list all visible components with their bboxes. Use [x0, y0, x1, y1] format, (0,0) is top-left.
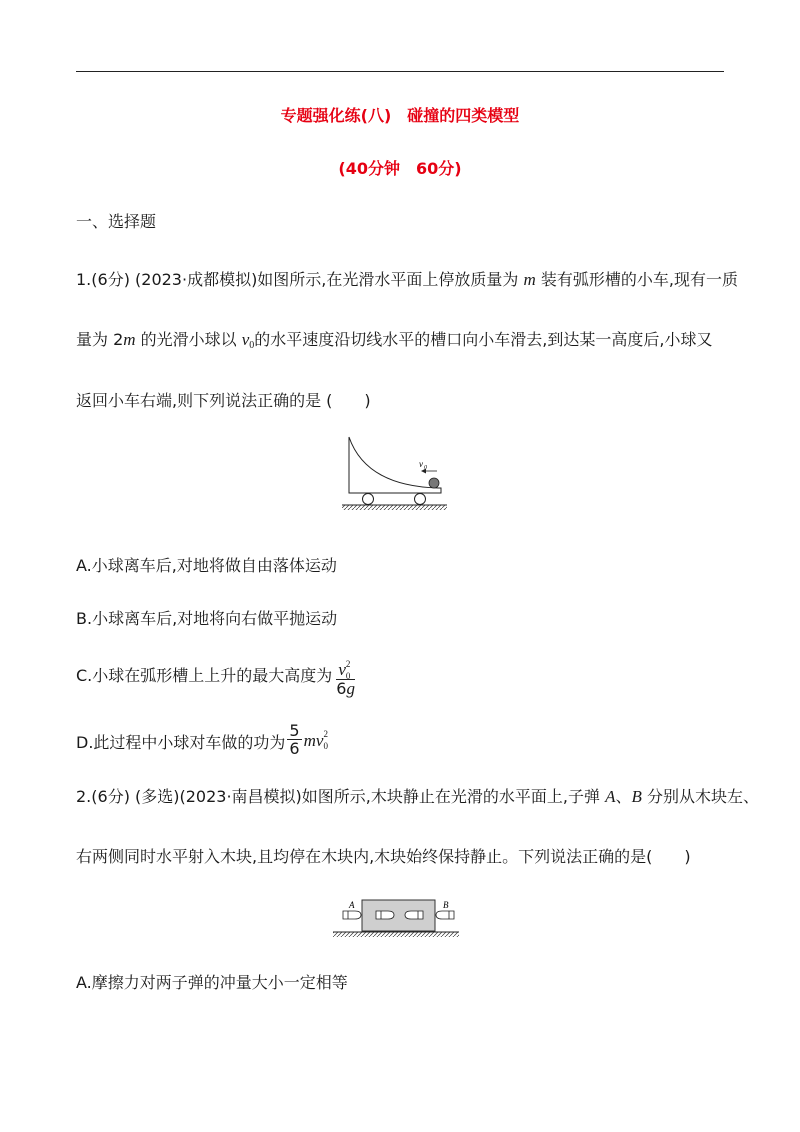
subscript: 0 [323, 741, 328, 751]
var-v: v [338, 660, 346, 680]
label-a: A [349, 900, 355, 910]
q2-option-a[interactable]: A.摩擦力对两子弹的冲量大小一定相等 [76, 973, 348, 992]
superscript: 2 [323, 729, 328, 739]
q2-text: 2.(6分) (多选)(2023·南昌模拟)如图所示,木块静止在光滑的水平面上,子弹 [76, 787, 606, 806]
var-g: g [346, 678, 355, 698]
ball [429, 478, 439, 488]
cart-body [349, 437, 441, 493]
q1-option-c[interactable] [76, 658, 359, 700]
question-1-line-3: 返回小车右端,则下列说法正确的是 ( ) [76, 391, 371, 410]
bullet-b-inside [405, 911, 423, 919]
var-v: v [315, 731, 324, 750]
page-title: 专题强化练(八) 碰撞的四类模型 [280, 106, 520, 125]
wheel-left [363, 494, 374, 505]
q1-var-m: m [523, 270, 536, 289]
superscript: 2 [345, 658, 351, 669]
velocity-label-subscript: 0 [424, 465, 427, 471]
q1-option-c-text: C.小球在弧形槽上上升的最大高度为 [76, 665, 333, 685]
q1-text: 的光滑小球以 [135, 330, 242, 349]
q2-text: 、 [615, 787, 632, 806]
sup-sub [345, 658, 353, 681]
subscript: 0 [345, 670, 351, 681]
ground-hatching [333, 932, 459, 937]
q1-text: 装有弧形槽的小车,现有一质 [535, 270, 738, 289]
question-1-line-1 [76, 269, 738, 291]
figure-block-bullets [330, 896, 462, 940]
q1-text: 的水平速度沿切线水平的槽口向小车滑去,到达某一高度后,小球又 [254, 330, 713, 349]
q1-var-v-subscript: 0 [249, 340, 255, 351]
fraction [334, 658, 357, 698]
question-2-line-2: 右两侧同时水平射入木块,且均停在木块内,木块始终保持静止。下列说法正确的是( ) [76, 847, 691, 866]
q1-text: 量为 2 [76, 330, 124, 349]
sup-sub [323, 729, 330, 751]
fraction-numerator [336, 658, 355, 681]
figure-cart-with-slot [338, 428, 450, 514]
q2-var-a: A [605, 787, 616, 806]
question-2-line-1 [76, 786, 759, 808]
q2-text: 分别从木块左、 [641, 787, 759, 806]
fraction-denominator: 6 [289, 738, 300, 758]
q1-var-m: m [123, 330, 136, 349]
q1-option-d[interactable] [76, 722, 330, 756]
velocity-label: v [419, 459, 423, 469]
header-rule [76, 71, 724, 72]
ground-hatching [342, 505, 447, 510]
page-subtitle: (40分钟 60分) [338, 159, 462, 178]
bullet-b-outside [436, 911, 454, 919]
q1-option-b[interactable]: B.小球离车后,对地将向右做平抛运动 [76, 609, 338, 628]
label-b: B [443, 900, 449, 910]
bullet-a-outside [343, 911, 361, 919]
q1-option-d-text: D.此过程中小球对车做的功为 [76, 732, 286, 752]
wooden-block [362, 900, 435, 931]
var-m: m [303, 731, 316, 750]
q1-var-v: v [241, 330, 250, 349]
section-title: 一、选择题 [76, 212, 157, 231]
fraction-numerator: 5 [289, 720, 300, 740]
q2-var-b: B [631, 787, 642, 806]
den-coefficient: 6 [336, 678, 347, 698]
question-1-line-2 [76, 329, 712, 357]
q1-text: 1.(6分) (2023·成都模拟)如图所示,在光滑水平面上停放质量为 [76, 270, 524, 289]
wheel-right [415, 494, 426, 505]
fraction-denominator [334, 680, 357, 697]
fraction [287, 722, 301, 757]
bullet-a-inside [376, 911, 394, 919]
q1-option-a[interactable]: A.小球离车后,对地将做自由落体运动 [76, 556, 337, 575]
